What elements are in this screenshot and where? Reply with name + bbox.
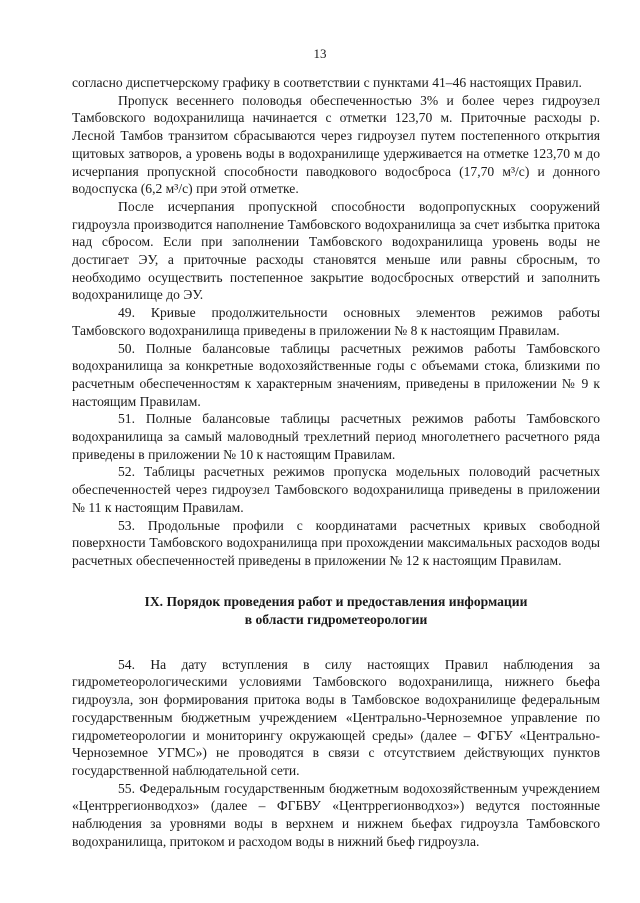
paragraph-reservoir-filling: После исчерпания пропускной способности водопропускных сооружений гидроузла производится наполнение Тамбовского водохранилища за счет избытка притока над сбросом. Если при заполнении Тамбовского водохранилища уровень воды не достигает ЭУ, а приточные расходы становятся меньше или равны сбросным, то необходимо осуществить постепенное закрытие водосбросных отверстий и заполнить водохранилище до ЭУ. (72, 198, 600, 303)
document-body (72, 74, 600, 850)
paragraph-spring-flood: Пропуск весеннего половодья обеспеченностью 3% и более через гидроузел Тамбовского водохранилища начинается с отметки 123,70 м. Приточные расходы р. Лесной Тамбов транзитом сбрасываются через гидроузел путем постепенного открытия щитовых затворов, а уровень воды в водохранилище удерживается на отметке 123,70 м до исчерпания пропускной способности паводкового водосброса (17,70 м³/с) и донного водоспуска (6,2 м³/с) при этой отметке. (72, 92, 600, 197)
page-number: 13 (313, 46, 327, 61)
paragraph-51: 51. Полные балансовые таблицы расчетных режимов работы Тамбовского водохранилища за самый маловодный трехлетний период многолетнего расчетного ряда приведены в приложении № 10 к настоящим Правилам. (72, 411, 600, 462)
section-heading-line2: в области гидрометеорологии (244, 611, 428, 627)
paragraph-50: 50. Полные балансовые таблицы расчетных режимов работы Тамбовского водохранилища за конкретные водохозяйственные годы с объемами стока, близкими по расчетным обеспеченностям к характерным значениям, приведены в приложении № 9 к настоящим Правилам. (72, 340, 600, 409)
paragraph-55: 55. Федеральным государственным бюджетным водохозяйственным учреждением «Центррегионводхоз» (далее – ФГБВУ «Центррегионводхоз») ведутся постоянные наблюдения за уровнями воды в верхнем и нижнем бьефах гидроузла Тамбовского водохранилища, притоком и расходом воды в нижний бьеф гидроузла. (72, 780, 600, 849)
paragraph-54: 54. На дату вступления в силу настоящих Правил наблюдения за гидрометеорологическими условиями Тамбовского водохранилища, нижнего бьефа гидроузла, зон формирования притока воды в Тамбовское водохранилище федеральным государственным бюджетным учреждением «Центрально-Черноземное управление по гидрометеорологии и мониторингу окружающей среды» (далее – ФГБУ «Центрально-Черноземное УГМС») не проводятся в связи с отсутствием действующих пунктов государственной наблюдательной сети. (72, 656, 600, 778)
section-heading (72, 593, 600, 629)
paragraph-49: 49. Кривые продолжительности основных элементов режимов работы Тамбовского водохранилища приведены в приложении № 8 к настоящим Правилам. (72, 305, 600, 338)
paragraph-53: 53. Продольные профили с координатами расчетных кривых свободной поверхности Тамбовского водохранилища при прохождении максимальных расходов воды расчетных обеспеченностей приведены в приложении № 12 к настоящим Правилам. (72, 517, 600, 568)
paragraph-52: 52. Таблицы расчетных режимов пропуска модельных половодий расчетных обеспеченностей через гидроузел Тамбовского водохранилища приведены в приложении № 11 к настоящим Правилам. (72, 464, 600, 515)
paragraph-continuation: согласно диспетчерскому графику в соответствии с пунктами 41–46 настоящих Правил. (72, 75, 582, 90)
section-heading-line1: IX. Порядок проведения работ и предоставления информации (144, 593, 528, 609)
